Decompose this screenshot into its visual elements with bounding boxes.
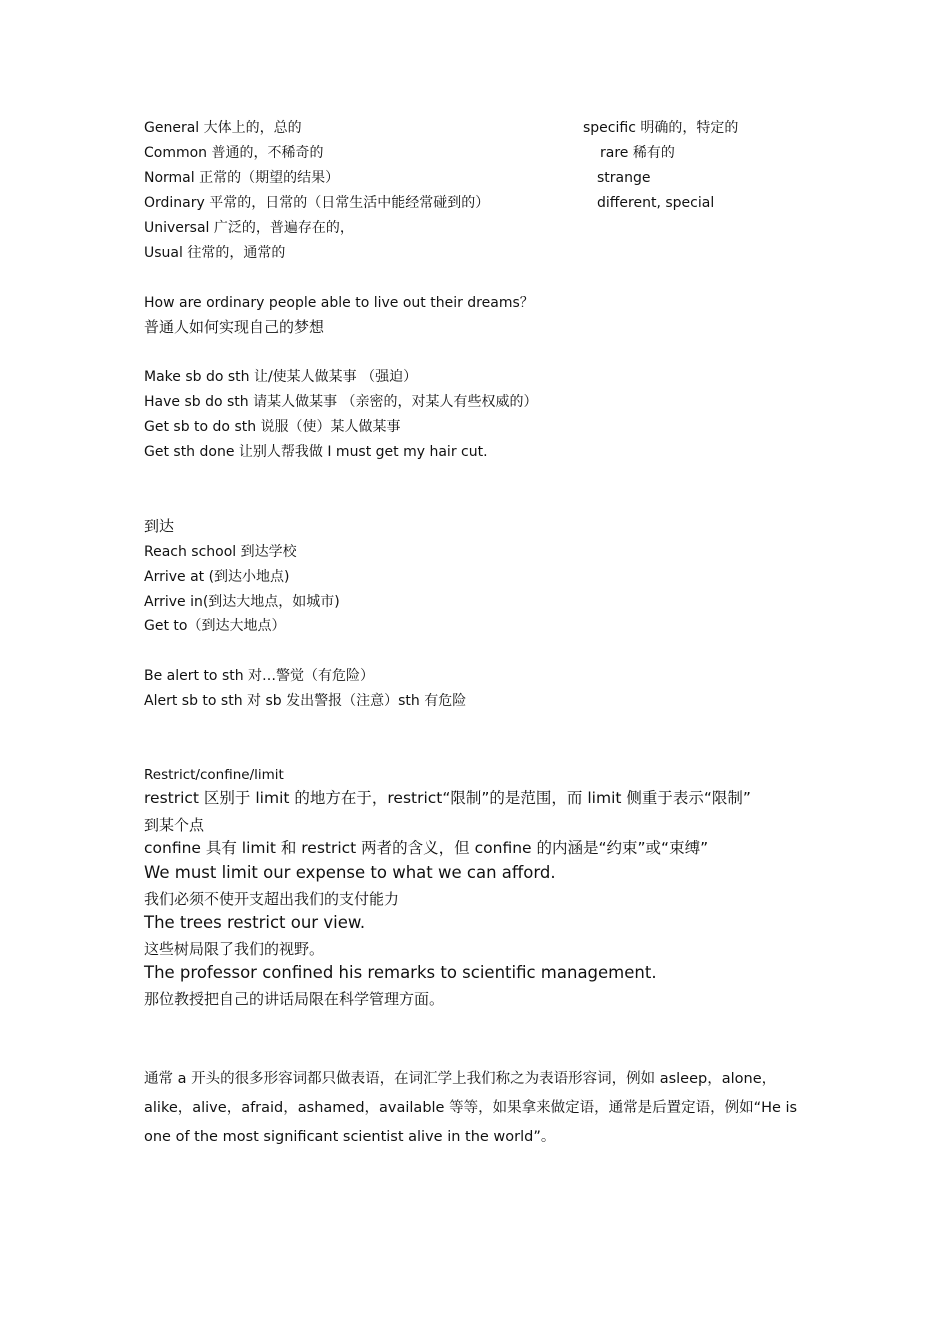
phrase-get-done: Get sth done 让别人帮我做 I must get my hair cut. [144,444,488,460]
vocab-line-normal: Normal 正常的（期望的结果） [144,170,340,186]
example2-chinese: 这些树局限了我们的视野。 [144,940,325,958]
phrase-be-alert: Be alert to sth 对…警觉（有危险） [144,668,375,684]
vocab-line-common: Common 普通的，不稀奇的 [144,145,324,161]
question-english: How are ordinary people able to live out their dreams？ [144,295,534,311]
phrase-get-to-do: Get sb to do sth 说服（使）某人做某事 [144,419,401,435]
restrict-explanation-cont: 到某个点 [144,816,205,834]
vocab-line-usual: Usual 往常的，通常的 [144,245,286,261]
section-heading-arrive: 到达 [144,517,175,535]
phrase-get-to: Get to（到达大地点） [144,618,286,634]
vocab-line-general: General 大体上的，总的 [144,120,302,136]
phrase-make: Make sb do sth 让/使某人做某事 （强迫） [144,369,418,385]
example2-english: The trees restrict our view. [144,913,366,932]
phrase-have: Have sb do sth 请某人做某事 （亲密的，对某人有些权威的） [144,394,538,410]
confine-explanation: confine 具有 limit 和 restrict 两者的含义，但 confine 的内涵是“约束”或“束缚” [144,839,709,857]
vocab-line-universal: Universal 广泛的，普遍存在的， [144,220,354,236]
example3-english: The professor confined his remarks to scientific management. [144,963,657,982]
phrase-arrive-in: Arrive in(到达大地点，如城市) [144,594,340,610]
example1-chinese: 我们必须不使开支超出我们的支付能力 [144,890,400,908]
vocab-line-ordinary: Ordinary 平常的，日常的（日常生活中能经常碰到的） [144,195,490,211]
antonym-strange: strange [597,170,651,186]
antonym-rare: rare 稀有的 [600,145,675,161]
example3-chinese: 那位教授把自己的讲话局限在科学管理方面。 [144,990,445,1008]
restrict-explanation: restrict 区别于 limit 的地方在于，restrict“限制”的是范围，而 limit 侧重于表示“限制” [144,789,751,807]
antonym-specific: specific 明确的，特定的 [583,120,739,136]
example1-english: We must limit our expense to what we can afford. [144,863,556,882]
phrase-alert-sb: Alert sb to sth 对 sb 发出警报（注意）sth 有危险 [144,693,467,709]
phrase-arrive-at: Arrive at (到达小地点) [144,569,290,585]
predicative-adjectives-paragraph: 通常 a 开头的很多形容词都只做表语，在词汇学上我们称之为表语形容词，例如 asleep，alone，alike，alive，afraid，ashamed，available 等等，如果拿来做定语，通常是后置定语，例如“He is one of the most significant scientist alive in the world”。 [144,1071,798,1145]
antonym-different: different, special [597,195,715,211]
section-heading-restrict: Restrict/confine/limit [144,767,284,783]
phrase-reach: Reach school 到达学校 [144,544,297,560]
question-chinese: 普通人如何实现自己的梦想 [144,318,325,336]
